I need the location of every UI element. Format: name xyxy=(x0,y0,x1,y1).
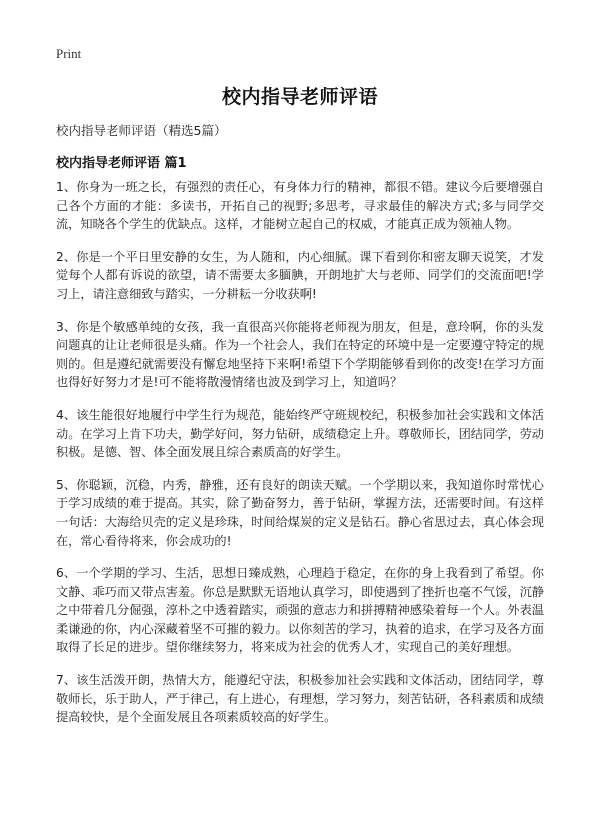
section-heading: 校内指导老师评语 篇1 xyxy=(56,156,187,171)
article-body xyxy=(56,178,544,741)
paragraph-1: 1、你身为一班之长，有强烈的责任心，有身体力行的精神，都很不错。建议今后要增强自己各个方面的才能：多读书，开拓自己的视野;多思考，寻求最佳的解决方式;多与同学交流，知晓各个学生的优缺点。这样，才能树立起自己的权威，才能真正成为领袖人物。 xyxy=(56,180,544,232)
paragraph-6: 6、一个学期的学习、生活，思想日臻成熟，心理趋于稳定，在你的身上我看到了希望。你文静、乖巧而又带点害羞。你总是默默无语地认真学习，即使遇到了挫折也毫不气馁，沉静之中带着几分倔强，淳朴之中透着踏实，顽强的意志力和拼搏精神感染着每一个人。外表温柔谦逊的你，内心深藏着坚不可摧的毅力。以你刻苦的学习，执着的追求，在学习及各方面取得了长足的进步。望你继续努力，将来成为社会的优秀人才，实现自己的美好理想。 xyxy=(56,566,544,655)
paragraph-2: 2、你是一个平日里安静的女生，为人随和，内心细腻。课下看到你和密友聊天说笑，才发觉每个人都有诉说的欲望，请不需要太多腼腆，开朗地扩大与老师、同学们的交流面吧!学习上，请注意细致与踏实，一分耕耘一分收获啊! xyxy=(56,249,544,301)
paragraph-3: 3、你是个敏感单纯的女孩，我一直很高兴你能将老师视为朋友，但是，意玲啊，你的头发问题真的让让老师很是头痛。作为一个社会人，我们在特定的环境中是一定要遵守特定的规则的。但是遵纪就需要没有懈怠地坚持下来啊!希望下个学期能够看到你的改变!在学习方面也得好好努力才是!可不能将散漫情绪也波及到学习上，知道吗？ xyxy=(56,319,544,390)
paragraph-7: 7、该生活泼开朗，热情大方，能遵纪守法，积极参加社会实践和文体活动，团结同学，尊敬师长，乐于助人，严于律己，有上进心，有理想，学习努力，刻苦钻研，各科素质和成绩提高较快，是个全面发展且各项素质较高的好学生。 xyxy=(56,673,544,725)
print-link[interactable]: Print xyxy=(56,46,82,61)
paragraph-5: 5、你聪颖，沉稳，内秀，静雅，还有良好的朗读天赋。一个学期以来，我知道你时常忧心于学习成绩的难于提高。其实，除了勤奋努力，善于钻研，掌握方法，还需要时间。有这样一句话：大海给贝壳的定义是珍珠，时间给煤炭的定义是钻石。静心省思过去，真心体会现在，常心看待将来，你会成功的! xyxy=(56,477,544,548)
paragraph-4: 4、该生能很好地履行中学生行为规范，能始终严守班规校纪，积极参加社会实践和文体活动。在学习上肯下功夫，勤学好问，努力钻研，成绩稳定上升。尊敬师长，团结同学，劳动积极。是德、智、体全面发展且综合素质高的好学生。 xyxy=(56,407,544,460)
page-title: 校内指导老师评语 xyxy=(221,86,378,108)
document-subtitle: 校内指导老师评语（精选5篇） xyxy=(56,123,227,138)
